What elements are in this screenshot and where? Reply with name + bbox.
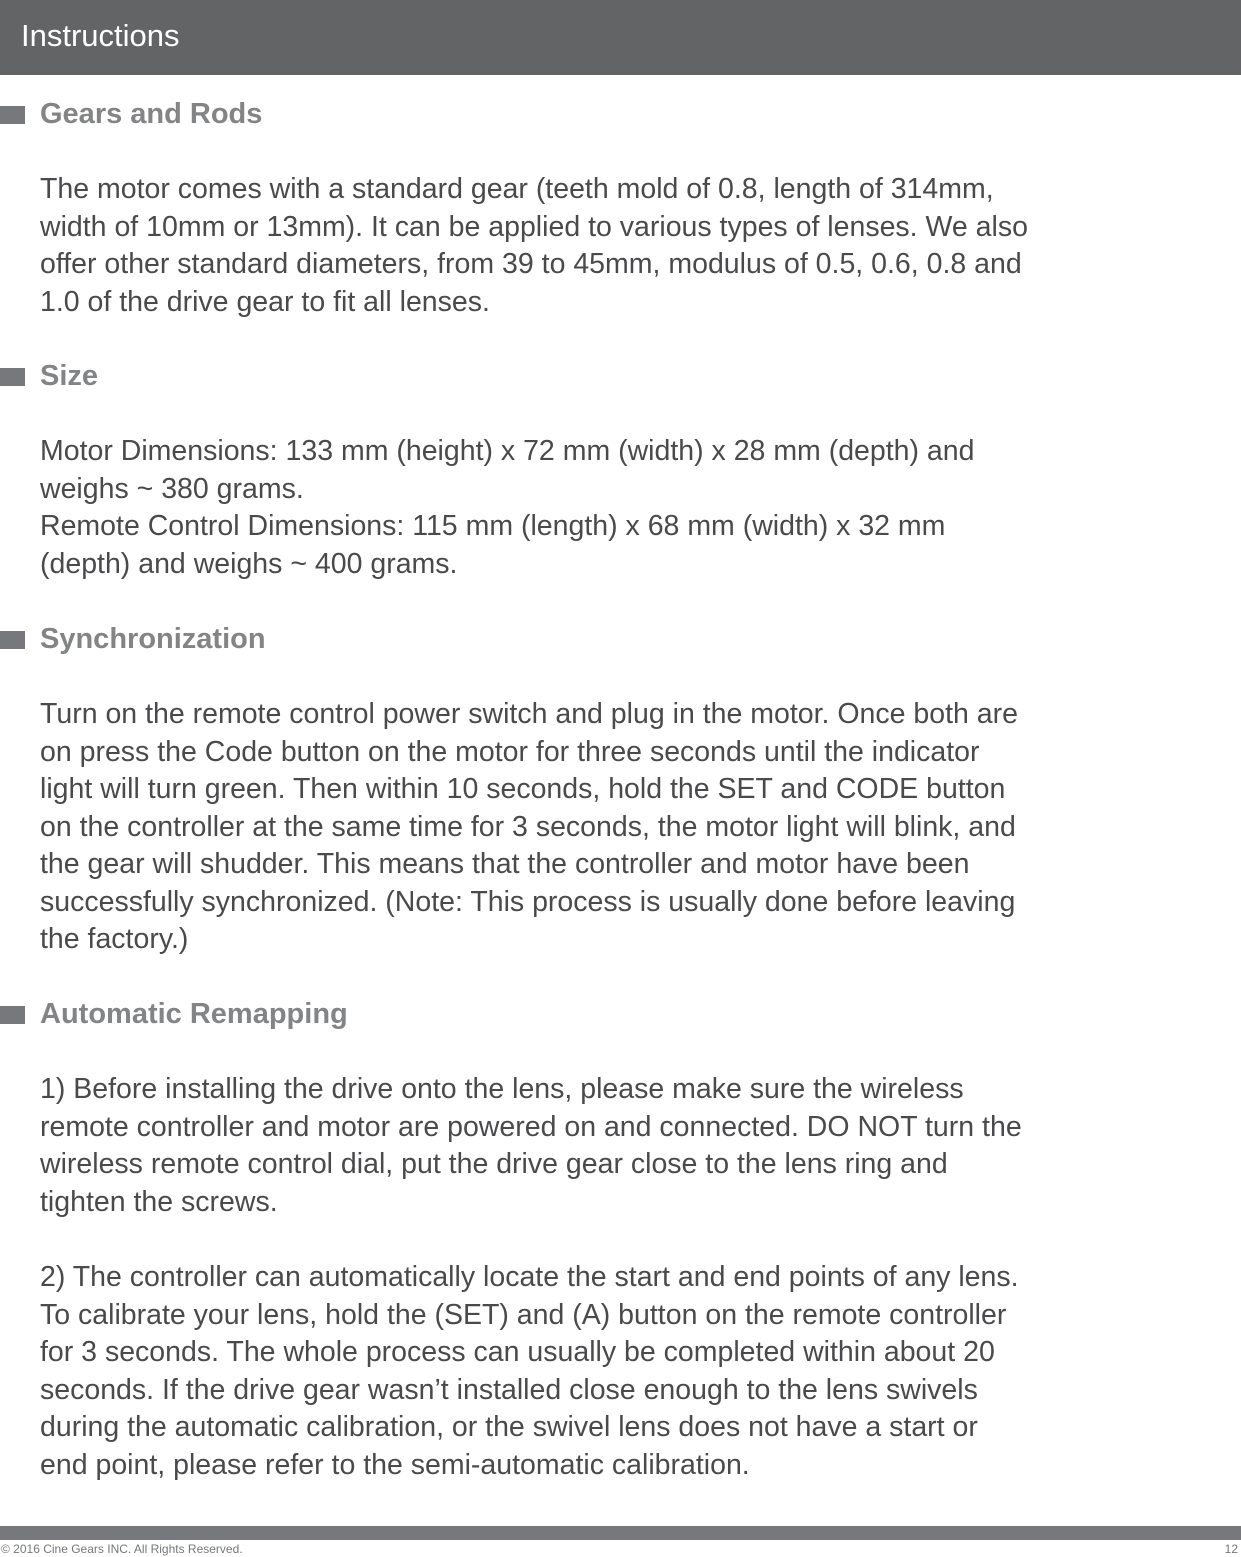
text-line: wireless remote control dial, put the drive gear close to the lens ring and: [40, 1148, 948, 1180]
text-line: on press the Code button on the motor for three seconds until the indicator: [40, 735, 980, 768]
section-paragraph: [40, 1259, 1150, 1484]
section-marker: [0, 1006, 25, 1024]
text-line: for 3 seconds. The whole process can usually be completed within about 20: [40, 1336, 995, 1368]
text-line: light will turn green. Then within 10 seconds, hold the SET and CODE button: [40, 773, 1006, 805]
section-heading-size: Size: [40, 360, 99, 392]
text-line: end point, please refer to the semi-automatic calibration.: [40, 1448, 750, 1481]
text-line: 2) The controller can automatically locate the start and end points of any lens.: [40, 1261, 1019, 1293]
footer-bar: [0, 1526, 1241, 1540]
text-line: the factory.): [40, 923, 189, 955]
text-line: tighten the screws.: [40, 1185, 278, 1218]
section-paragraph: [40, 1071, 1150, 1221]
text-line: 1.0 of the drive gear to fit all lenses.: [40, 285, 490, 318]
text-line: Remote Control Dimensions: 115 mm (length) x 68 mm (width) x 32 mm: [40, 510, 946, 542]
section-marker: [0, 106, 25, 124]
page-title: Instructions: [21, 18, 180, 53]
header-bar: [0, 0, 1241, 75]
section-paragraph: [40, 433, 1150, 583]
section-heading-synchronization: Synchronization: [40, 623, 266, 655]
page-number: 12: [1224, 1542, 1238, 1556]
text-line: Turn on the remote control power switch and plug in the motor. Once both are: [40, 698, 1018, 730]
section-paragraph: [40, 696, 1150, 959]
section-paragraph: [40, 171, 1150, 321]
text-line: 1) Before installing the drive onto the lens, please make sure the wireless: [40, 1073, 964, 1105]
section-marker: [0, 631, 25, 649]
text-line: during the automatic calibration, or the swivel lens does not have a start or: [40, 1411, 978, 1443]
text-line: offer other standard diameters, from 39 to 45mm, modulus of 0.5, 0.6, 0.8 and: [40, 248, 1022, 280]
section-marker: [0, 368, 25, 386]
text-line: Motor Dimensions: 133 mm (height) x 72 mm (width) x 28 mm (depth) and: [40, 435, 975, 467]
text-line: seconds. If the drive gear wasn’t installed close enough to the lens swivels: [40, 1373, 978, 1406]
text-line: the gear will shudder. This means that the controller and motor have been: [40, 848, 970, 880]
text-line: To calibrate your lens, hold the (SET) and (A) button on the remote controller: [40, 1298, 1007, 1331]
text-line: width of 10mm or 13mm). It can be applied to various types of lenses. We also: [40, 210, 1028, 243]
section-heading-automatic-remapping: Automatic Remapping: [40, 998, 348, 1030]
text-line: successfully synchronized. (Note: This process is usually done before leaving: [40, 885, 1016, 918]
text-line: (depth) and weighs ~ 400 grams.: [40, 547, 458, 580]
text-line: The motor comes with a standard gear (teeth mold of 0.8, length of 314mm,: [40, 173, 994, 205]
text-line: on the controller at the same time for 3 seconds, the motor light will blink, and: [40, 810, 1016, 843]
section-heading-gears-and-rods: Gears and Rods: [40, 98, 263, 130]
text-line: remote controller and motor are powered on and connected. DO NOT turn the: [40, 1110, 1022, 1143]
footer-copyright: © 2016 Cine Gears INC. All Rights Reserved.: [1, 1542, 243, 1556]
text-line: weighs ~ 380 grams.: [40, 472, 304, 505]
